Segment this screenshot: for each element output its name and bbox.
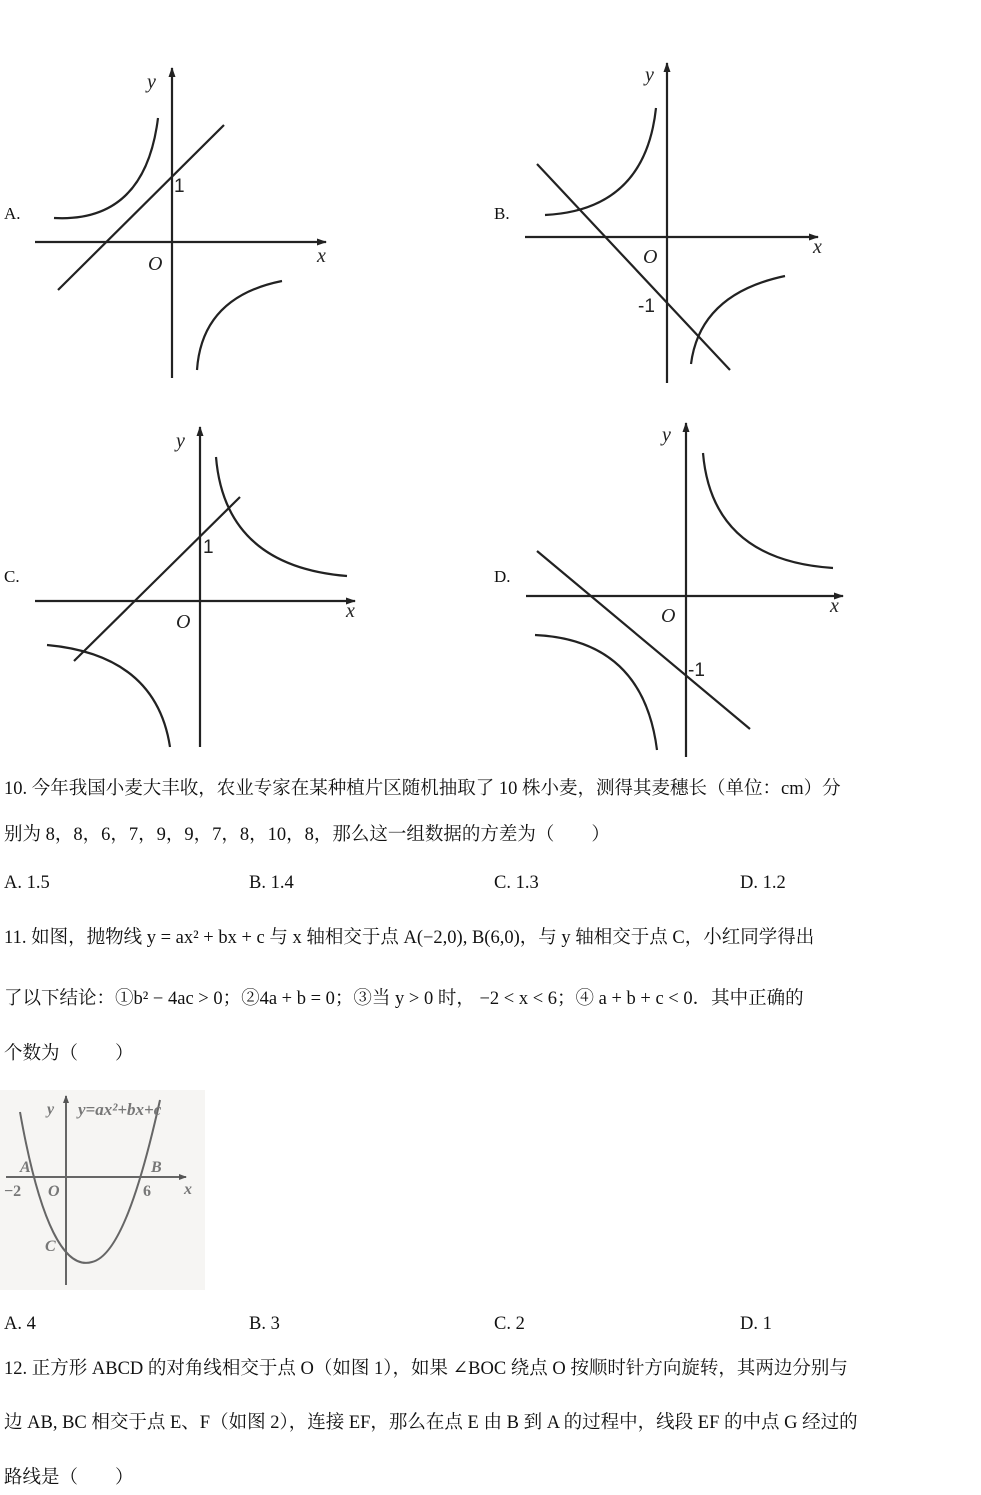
- q11-point-b-label: B: [151, 1159, 162, 1176]
- graph-c-origin-label: O: [176, 611, 191, 633]
- graph-a-intercept-label: 1: [174, 176, 185, 197]
- q11-text-line-3: 个数为（ ）: [4, 1044, 134, 1064]
- graph-c-x-label: x: [346, 600, 355, 622]
- q11-point-a-label: A: [20, 1159, 31, 1176]
- graph-d-hyperbola-upper: [703, 453, 833, 568]
- q11-y-label: y: [47, 1101, 55, 1118]
- q12-text-line-1: 12. 正方形 ABCD 的对角线相交于点 O（如图 1），如果 ∠BOC 绕点 O 按顺时针方向旋转，其两边分别与: [4, 1359, 848, 1379]
- graph-a-x-label: x: [317, 245, 326, 267]
- q12-text-line-3: 路线是（ ）: [4, 1468, 134, 1488]
- q10-choice-a[interactable]: A. 1.5: [4, 873, 50, 893]
- option-d-label: D.: [494, 567, 511, 586]
- graph-d-y-label: y: [662, 424, 671, 446]
- graph-a-line: [58, 125, 224, 290]
- graph-c-hyperbola-upper: [216, 457, 347, 576]
- graph-d-origin-label: O: [661, 605, 676, 627]
- q11-tick-a-label: −2: [4, 1183, 22, 1200]
- graph-b: [525, 63, 818, 383]
- graph-c: [35, 427, 355, 747]
- graph-a-y-label: y: [147, 71, 156, 93]
- graph-c-line: [74, 497, 240, 661]
- graph-d-x-label: x: [830, 595, 839, 617]
- graph-b-hyperbola-upper: [545, 108, 656, 215]
- q11-x-label: x: [184, 1181, 192, 1198]
- graph-c-y-label: y: [176, 430, 185, 452]
- graph-b-intercept-label: -1: [638, 296, 655, 317]
- graph-b-x-label: x: [813, 236, 822, 258]
- option-a-label: A.: [4, 204, 21, 223]
- graph-b-line: [537, 164, 730, 370]
- q11-text-line-1: 11. 如图，抛物线 y = ax² + bx + c 与 x 轴相交于点 A(−2,0), B(6,0)，与 y 轴相交于点 C，小红同学得出: [4, 928, 815, 948]
- graph-b-y-label: y: [645, 64, 654, 86]
- q11-origin-label: O: [48, 1183, 60, 1200]
- graph-b-hyperbola-lower: [691, 276, 785, 364]
- graph-c-intercept-label: 1: [203, 537, 214, 558]
- graph-a-hyperbola-upper: [54, 118, 158, 218]
- q10-text-line-2: 别为 8，8，6，7，9，9，7，8，10，8，那么这一组数据的方差为（ ）: [4, 825, 610, 845]
- q11-tick-b-label: 6: [143, 1183, 151, 1200]
- q10-choice-d[interactable]: D. 1.2: [740, 873, 786, 893]
- graph-d-hyperbola-lower: [535, 635, 657, 750]
- q11-choice-d[interactable]: D. 1: [740, 1314, 772, 1334]
- graph-d-intercept-label: -1: [688, 660, 705, 681]
- q11-choice-c[interactable]: C. 2: [494, 1314, 525, 1334]
- q10-choice-c[interactable]: C. 1.3: [494, 873, 539, 893]
- graph-b-origin-label: O: [643, 246, 658, 268]
- graph-d: [526, 423, 843, 757]
- q10-choice-b[interactable]: B. 1.4: [249, 873, 294, 893]
- graph-c-hyperbola-lower: [47, 645, 170, 747]
- q11-point-c-label: C: [45, 1238, 56, 1255]
- q12-text-line-2: 边 AB, BC 相交于点 E、F（如图 2），连接 EF，那么在点 E 由 B 到 A 的过程中，线段 EF 的中点 G 经过的: [4, 1413, 858, 1433]
- option-c-label: C.: [4, 567, 20, 586]
- graph-a-hyperbola-lower: [197, 281, 282, 370]
- graph-a-origin-label: O: [148, 253, 163, 275]
- q11-choice-b[interactable]: B. 3: [249, 1314, 280, 1334]
- q10-text-line-1: 10. 今年我国小麦大丰收，农业专家在某种植片区随机抽取了 10 株小麦，测得其麦穗长（单位：cm）分: [4, 779, 841, 799]
- q11-equation-label: y=ax²+bx+c: [78, 1100, 162, 1119]
- q11-text-line-2: 了以下结论：①b² − 4ac > 0；②4a + b = 0；③当 y > 0 时， −2 < x < 6；④ a + b + c < 0．其中正确的: [4, 989, 804, 1009]
- q11-parabola-figure: [0, 1090, 205, 1290]
- q11-choice-a[interactable]: A. 4: [4, 1314, 36, 1334]
- graph-a: [35, 68, 326, 378]
- option-b-label: B.: [494, 204, 510, 223]
